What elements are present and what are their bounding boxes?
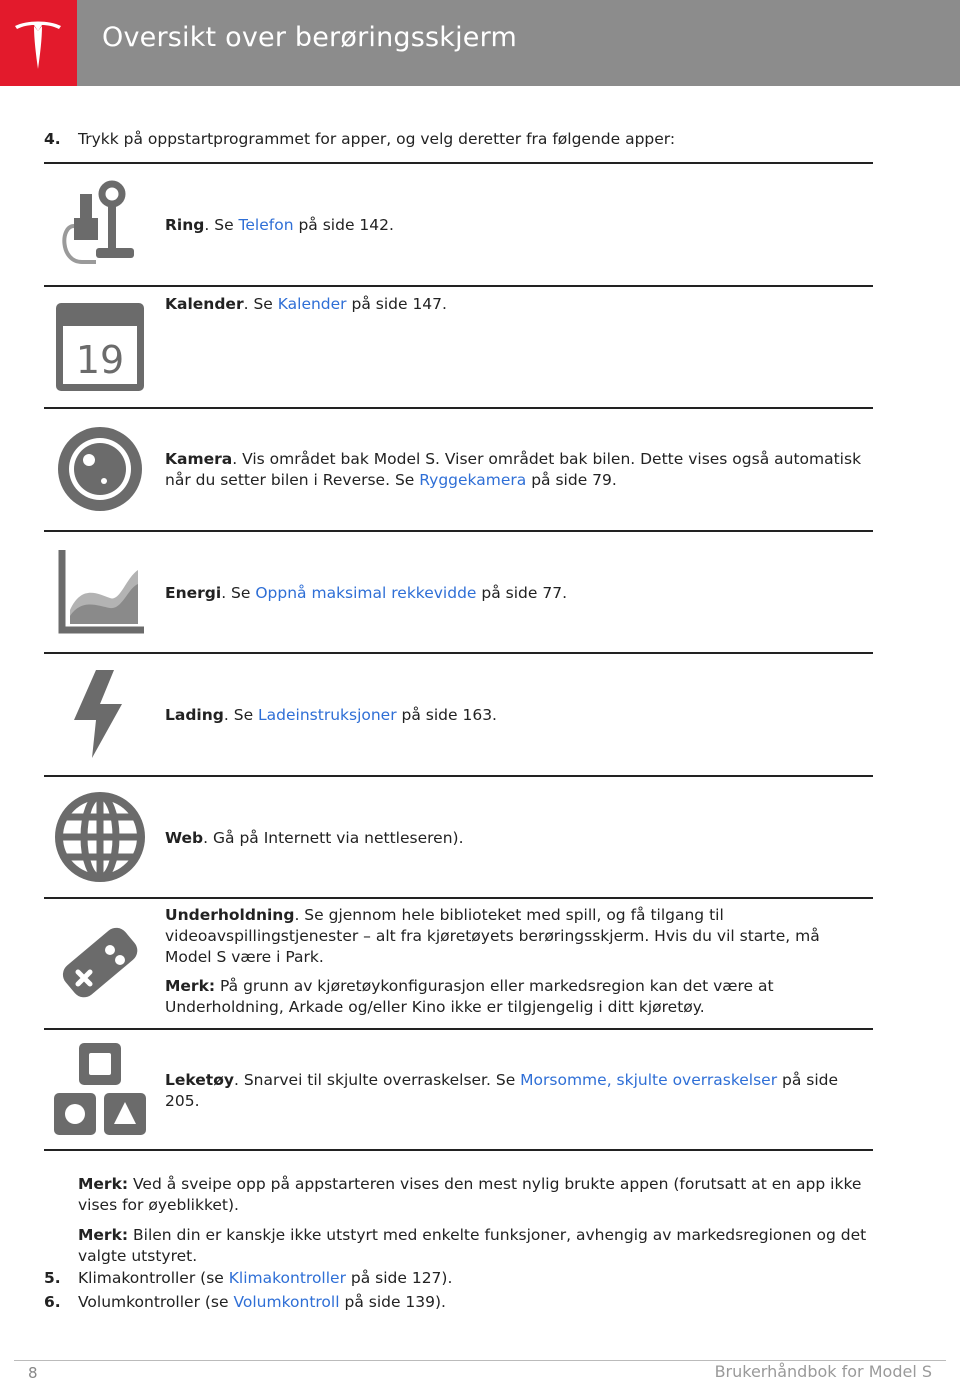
phone-icon <box>52 176 148 272</box>
app-desc: Kalender. Se Kalender på side 147. <box>165 294 447 313</box>
app-desc: Ring. Se Telefon på side 142. <box>165 216 394 234</box>
page-title: Oversikt over berøringsskjerm <box>102 22 517 53</box>
tesla-logo-icon <box>13 17 63 69</box>
app-row-leketoy <box>44 1028 873 1151</box>
link-morsomme-skjulte-overraskelser[interactable]: Morsomme, skjulte overraskelser <box>520 1071 778 1089</box>
link-ryggekamera[interactable]: Ryggekamera <box>419 471 527 489</box>
footer-divider <box>14 1360 946 1361</box>
footer-title: Brukerhåndbok for Model S <box>714 1362 932 1381</box>
link-ladeinstruksjoner[interactable]: Ladeinstruksjoner <box>258 706 397 724</box>
app-name: Kalender <box>165 294 244 313</box>
step-number: 6. <box>44 1293 61 1311</box>
app-row-ring <box>44 162 873 285</box>
app-name: Ring <box>165 216 205 234</box>
app-name: Lading <box>165 706 224 724</box>
link-kalender[interactable]: Kalender <box>277 294 347 313</box>
app-row-underholdning <box>44 897 873 1028</box>
app-name: Web <box>165 828 204 847</box>
app-row-lading <box>44 652 873 775</box>
app-row-kalender <box>44 285 873 408</box>
step-text: Klimakontroller (se Klimakontroller på side 127). <box>78 1269 453 1287</box>
step-text: Trykk på oppstartprogrammet for apper, og velg deretter fra følgende apper: <box>78 130 676 148</box>
link-klimakontroller[interactable]: Klimakontroller <box>228 1269 346 1287</box>
globe-icon <box>52 789 148 885</box>
note-2: Merk: Bilen din er kanskje ikke utstyrt med enkelte funksjoner, avhengig av markedsregionen og det valgte utstyret. <box>78 1226 867 1265</box>
gamepad-icon <box>52 916 148 1012</box>
apps-table <box>44 162 873 1151</box>
tesla-logo <box>0 0 77 86</box>
app-row-energi <box>44 530 873 653</box>
energy-chart-icon <box>52 544 148 640</box>
step-number: 5. <box>44 1269 61 1287</box>
app-desc: Web. Gå på Internett via nettleseren). <box>165 828 464 847</box>
step-text: Volumkontroller (se Volumkontroll på side 139). <box>78 1293 446 1311</box>
app-row-web <box>44 775 873 898</box>
step-number: 4. <box>44 130 61 148</box>
app-desc: Lading. Se Ladeinstruksjoner på side 163. <box>165 706 497 724</box>
page-header <box>0 0 960 86</box>
app-row-kamera <box>44 407 873 530</box>
link-oppna-maksimal-rekkevidde[interactable]: Oppnå maksimal rekkevidde <box>255 583 477 602</box>
app-desc: Energi. Se Oppnå maksimal rekkevidde på side 77. <box>165 583 567 602</box>
app-note: Merk: På grunn av kjøretøykonfigurasjon eller markedsregion kan det være at Underholdning, Arkade og/eller Kino ikke er tilgjengelig i ditt kjøretøy. <box>165 977 774 1016</box>
link-telefon[interactable]: Telefon <box>238 216 294 234</box>
camera-icon <box>52 421 148 517</box>
note-1: Merk: Ved å sveipe opp på appstarteren vises den mest nylig brukte appen (forutsatt at en app ikke vises for øyeblikket). <box>78 1175 862 1214</box>
app-name: Underholdning <box>165 906 295 924</box>
page-number: 8 <box>28 1364 38 1382</box>
app-name: Leketøy <box>165 1071 234 1089</box>
link-volumkontroll[interactable]: Volumkontroll <box>233 1293 340 1311</box>
app-desc: Kamera. Vis området bak Model S. Viser området bak bilen. Dette vises også automatisk når du setter bilen i Reverse. Se Ryggekamera på side 79. <box>165 450 862 489</box>
app-desc: Leketøy. Snarvei til skjulte overraskelser. Se Morsomme, skjulte overraskelser på side 205. <box>165 1071 839 1110</box>
calendar-icon <box>52 299 148 395</box>
lightning-icon <box>52 666 148 762</box>
calendar-day: 19 <box>75 337 125 382</box>
app-name: Energi <box>165 583 222 602</box>
app-desc: Underholdning. Se gjennom hele biblioteket med spill, og få tilgang til videoavspillingstjenester – alt fra kjøretøyets berøringsskjerm. Hvis du vil starte, må Model S være i Park. Merk: På grunn av kjøretøykonfigurasjon eller markedsregion kan det være at Underholdning, Arkade og/eller Kino ikke er tilgjengelig i ditt kjøretøy. <box>165 905 867 1018</box>
app-name: Kamera <box>165 450 233 468</box>
toybox-icon <box>52 1041 148 1137</box>
